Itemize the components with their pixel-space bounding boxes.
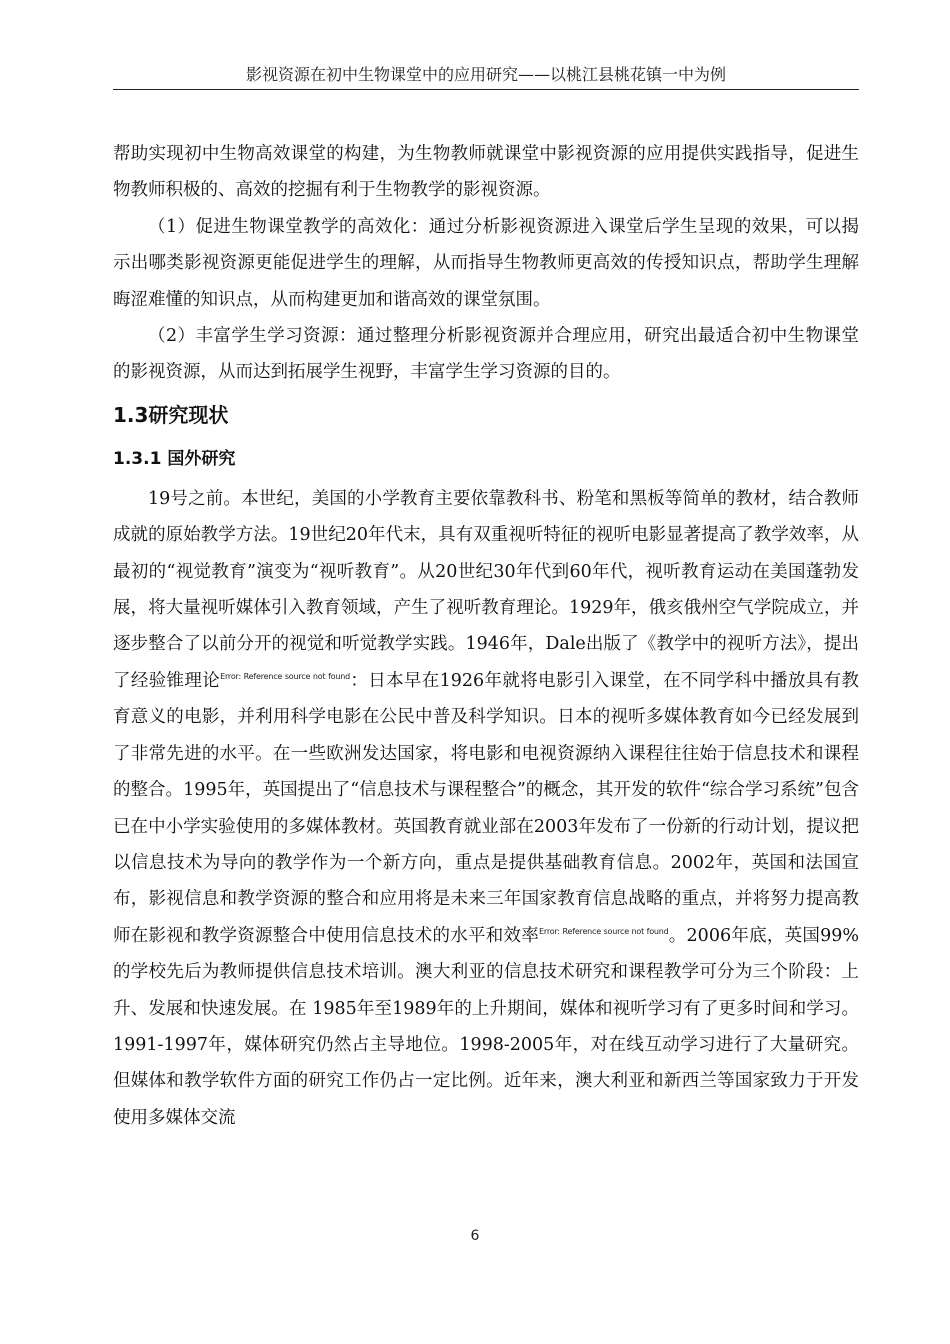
paragraph-goal-2: （2）丰富学生学习资源：通过整理分析影视资源并合理应用，研究出最适合初中生物课堂的影视资源，从而达到拓展学生视野，丰富学生学习资源的目的。 [113, 326, 859, 383]
paragraph-continuation: 帮助实现初中生物高效课堂的构建，为生物教师就课堂中影视资源的应用提供实践指导，促进生物教师积极的、高效的挖掘有利于生物教学的影视资源。 [113, 144, 859, 201]
paragraph-text-part-2: ：日本早在1926年就将电影引入课堂，在不同学科中播放具有教育意义的电影，并利用科学电影在公民中普及科学知识。日本的视听多媒体教育如今已经发展到了非常先进的水平。在一些欧洲发达国家，将电影和电视资源纳入课程往往始于信息技术和课程的整合。1995年，英国提出了“信息技术与课程整合”的概念，其开发的软件“综合学习系统”包含已在中小学实验使用的多媒体教材。英国教育就业部在2003年发布了一份新的行动计划，提议把以信息技术为导向的教学作为一个新方向，重点是提供基础教育信息。2002年，英国和法国宣布，影视信息和教学资源的整合和应用将是未来三年国家教育信息战略的重点，并将努力提高教师在影视和教学资源整合中使用信息技术的水平和效率 [113, 670, 860, 946]
reference-error-2: Error: Reference source not found [539, 926, 669, 936]
page-body [113, 136, 859, 1136]
paragraph-goal-1: （1）促进生物课堂教学的高效化：通过分析影视资源进入课堂后学生呈现的效果，可以揭示出哪类影视资源更能促进学生的理解，从而指导生物教师更高效的传授知识点，帮助学生理解晦涩难懂的知识点，从而构建更加和谐高效的课堂氛围。 [113, 216, 859, 310]
paragraph-foreign-research [113, 481, 859, 1136]
page-number: 6 [470, 1228, 480, 1244]
reference-error-1: Error: Reference source not found [220, 672, 351, 682]
running-header-title: 影视资源在初中生物课堂中的应用研究——以桃江县桃花镇一中为例 [245, 65, 726, 84]
subsection-heading: 1.3.1 国外研究 [113, 448, 236, 469]
header-rule [113, 89, 859, 90]
paragraph-text-part-3: 。2006年底，英国99%的学校先后为教师提供信息技术培训。澳大利亚的信息技术研究和课程教学可分为三个阶段：上升、发展和快速发展。在 1985年至1989年的上升期间，媒体和视听学习有了更多时间和学习。1991-1997年，媒体研究仍然占主导地位。1998-2005年，对在线互动学习进行了大量研究。但媒体和教学软件方面的研究工作仍占一定比例。近年来，澳大利亚和新西兰等国家致力于开发使用多媒体交流 [113, 925, 859, 1128]
paragraph-text-part-1: 19号之前。本世纪，美国的小学教育主要依靠教科书、粉笔和黑板等简单的教材，结合教师成就的原始教学方法。19世纪20年代末，具有双重视听特征的视听电影显著提高了教学效率，从最初的“视觉教育”演变为“视听教育”。从20世纪30年代到60年代，视听教育运动在美国蓬勃发展，将大量视听媒体引入教育领域，产生了视听教育理论。1929年，俄亥俄州空气学院成立，并逐步整合了以前分开的视觉和听觉教学实践。1946年，Dale出版了《教学中的视听方法》，提出了经验锥理论 [113, 488, 859, 691]
section-heading: 1.3研究现状 [113, 402, 229, 427]
